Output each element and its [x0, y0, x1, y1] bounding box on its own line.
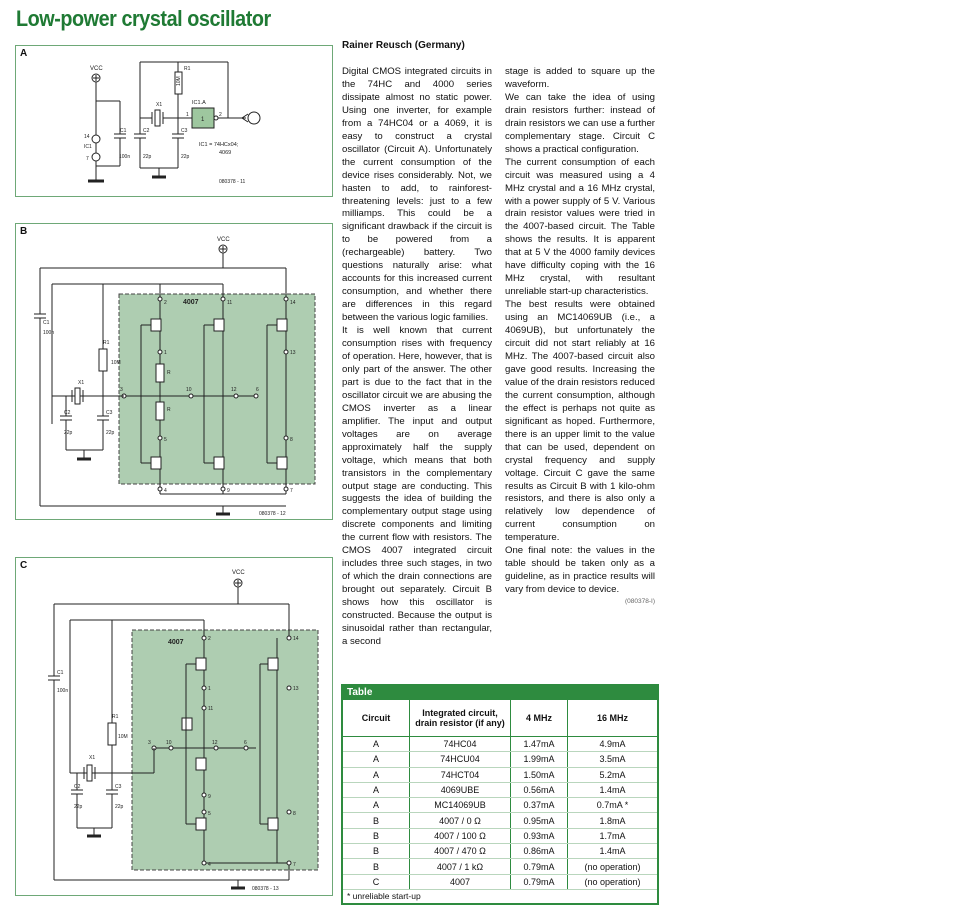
- table-row: [343, 798, 657, 813]
- svg-text:R: R: [167, 370, 171, 376]
- table-footnote: * unreliable start-up: [347, 890, 421, 901]
- figure-circuit-a: [15, 45, 333, 197]
- svg-text:4: 4: [164, 488, 167, 494]
- table-cell: 0.56mA: [511, 782, 568, 797]
- circuit-a-schematic: [16, 46, 332, 196]
- svg-text:10M: 10M: [176, 76, 182, 86]
- svg-text:13: 13: [293, 686, 299, 692]
- svg-text:4069: 4069: [219, 150, 232, 156]
- paragraph: stage is added to square up the waveform.: [505, 66, 655, 90]
- article-column-1: [342, 66, 492, 649]
- paragraph: The best results were obtained using an MC14069UB (i.e., a 4069UB), but unfortunately the circuit did not start reliably at 16 MHz. The 4007-based circuit also gave good results. Increasing the value of the drain resistors reduced the current consumption, although the effect is perhaps not quite as significant as hoped. Furthermore, there is an upper limit to the value that can be used, dependent on crystal frequency and supply voltage. Circuit C gave the same results as Circuit B with 1 kilo-ohm resistors, and there is also only a relatively low dependence of current consumption on temperature.: [505, 299, 655, 544]
- table-row: [343, 767, 657, 782]
- svg-text:7: 7: [86, 156, 89, 162]
- svg-text:080378 - 11: 080378 - 11: [219, 179, 246, 185]
- svg-text:7: 7: [293, 862, 296, 868]
- table-cell: 74HCT04: [410, 767, 511, 782]
- svg-text:1: 1: [208, 686, 211, 692]
- svg-text:IC1 = 74HCx04;: IC1 = 74HCx04;: [199, 142, 239, 148]
- svg-text:11: 11: [208, 706, 214, 712]
- figure-circuit-b: [15, 223, 333, 520]
- svg-text:22p: 22p: [106, 430, 115, 436]
- table-grid: [343, 700, 657, 890]
- paragraph: One final note: the values in the table should be taken only as a guideline, as in practice results will vary from device to device.: [505, 545, 655, 596]
- svg-text:14: 14: [290, 300, 296, 306]
- paragraph: It is well known that current consumption rises with frequency of operation. Here, however, that is only part of the answer. The other part is due to the fact that in the oscillator circuit we are abusing the CMOS inverter as a linear amplifier. The input and output voltages are on average approximately half the supply voltage, which means that both transistors in the complementary output stage are conducting. This suggests the idea of building the complementary output stage using discrete components and limiting the current flow with resistors. The CMOS 4007 integrated circuit includes three such stages, in two of which the drain connections are brought out separately. Circuit B shows how this oscillator is constructed. Because the output is sinusoidal rather than rectangular, a second: [342, 325, 492, 647]
- table-cell: 3.5mA: [568, 752, 658, 767]
- circuit-b-schematic: [16, 224, 332, 519]
- svg-text:VCC: VCC: [217, 237, 230, 243]
- paragraph: We can take the idea of using drain resistors further: instead of drain resistors we can use a further complementary stage. Circuit C shows a practical configuration.: [505, 91, 655, 155]
- table-row: [343, 844, 657, 859]
- header-ic: Integrated circuit, drain resistor (if any): [410, 700, 511, 737]
- article-reference: (080378-I): [625, 598, 655, 606]
- a-vcc: VCC: [90, 66, 103, 72]
- svg-text:2: 2: [164, 300, 167, 306]
- page-title: Low-power crystal oscillator: [16, 6, 271, 31]
- svg-text:6: 6: [256, 387, 259, 393]
- svg-text:22p: 22p: [181, 154, 190, 160]
- table-cell: 4007 / 470 Ω: [410, 844, 511, 859]
- table-cell: 0.79mA: [511, 874, 568, 889]
- svg-text:VCC: VCC: [232, 570, 245, 576]
- table-cell: 0.79mA: [511, 859, 568, 874]
- table-cell: A: [343, 752, 410, 767]
- table-cell: 1.7mA: [568, 828, 658, 843]
- svg-text:2: 2: [219, 112, 222, 118]
- svg-text:4007: 4007: [168, 639, 184, 646]
- svg-text:100n: 100n: [119, 154, 131, 160]
- table-cell: 4007 / 0 Ω: [410, 813, 511, 828]
- svg-text:C2: C2: [64, 410, 71, 416]
- svg-text:X1: X1: [78, 380, 85, 386]
- table-cell: A: [343, 737, 410, 752]
- table-cell: (no operation): [568, 859, 658, 874]
- svg-text:12: 12: [212, 740, 218, 746]
- table-header-row: [343, 700, 657, 737]
- svg-text:9: 9: [227, 488, 230, 494]
- svg-text:11: 11: [227, 300, 233, 306]
- table-row: [343, 859, 657, 874]
- table-row: [343, 813, 657, 828]
- table-caption: Table: [343, 686, 657, 700]
- svg-text:100n: 100n: [43, 330, 55, 336]
- table-cell: 5.2mA: [568, 767, 658, 782]
- svg-text:2: 2: [208, 636, 211, 642]
- table-cell: 4.9mA: [568, 737, 658, 752]
- svg-text:4: 4: [208, 862, 211, 868]
- svg-text:22p: 22p: [115, 804, 124, 810]
- svg-text:C1: C1: [57, 670, 64, 676]
- table-cell: 1.4mA: [568, 782, 658, 797]
- table-cell: 4069UBE: [410, 782, 511, 797]
- table-cell: A: [343, 798, 410, 813]
- figure-c-label: C: [20, 560, 28, 571]
- table-row: [343, 828, 657, 843]
- svg-text:8: 8: [293, 811, 296, 817]
- paragraph: The current consumption of each circuit was measured using a 4 MHz crystal and a 16 MHz crystal, with a power supply of 5 V. Various drain resistor values were tried in the 4007-based circuit. The Table shows the results. It is apparent that at 5 V the 4000 family devices have difficulty coping with the 16 MHz crystal, with resultant unreliable start-up characteristics.: [505, 156, 655, 298]
- table-cell: B: [343, 844, 410, 859]
- svg-text:6: 6: [244, 740, 247, 746]
- table-row: [343, 874, 657, 889]
- table-cell: A: [343, 767, 410, 782]
- svg-text:1: 1: [186, 112, 189, 118]
- svg-text:13: 13: [290, 350, 296, 356]
- svg-text:14: 14: [84, 134, 90, 140]
- table-cell: 1.50mA: [511, 767, 568, 782]
- svg-text:22p: 22p: [64, 430, 73, 436]
- table-cell: 74HC04: [410, 737, 511, 752]
- results-table: [341, 684, 659, 905]
- svg-text:22p: 22p: [74, 804, 83, 810]
- svg-text:10M: 10M: [111, 360, 121, 366]
- svg-text:C2: C2: [143, 128, 150, 134]
- svg-text:IC1.A: IC1.A: [192, 100, 206, 106]
- table-cell: B: [343, 828, 410, 843]
- table-cell: 1.47mA: [511, 737, 568, 752]
- svg-text:10: 10: [166, 740, 172, 746]
- svg-text:4007: 4007: [183, 299, 199, 306]
- svg-text:10M: 10M: [118, 734, 128, 740]
- svg-text:R1: R1: [103, 340, 110, 346]
- svg-text:8: 8: [290, 437, 293, 443]
- svg-text:080378 - 13: 080378 - 13: [252, 886, 279, 892]
- author-name: Rainer Reusch (Germany): [342, 40, 465, 51]
- svg-text:5: 5: [208, 811, 211, 817]
- table-cell: 74HCU04: [410, 752, 511, 767]
- svg-text:R: R: [167, 407, 171, 413]
- paragraph: Digital CMOS integrated circuits in the 74HC and 4000 series dissipate almost no static power. Using one inverter, for example from a 74HC04 or a 4069, it is easy to construct a crystal oscillator (Circuit A). Unfortunately the current consumption of the device rises considerably. Not, we hasten to add, to rainforest-threatening levels: just to a few milliamps. This could be a significant drawback if the circuit is to be powered from a (rechargeable) battery. Two questions naturally arise: what accounts for this increased current consumption, and whether there are differences in this regard between the various logic families.: [342, 66, 492, 324]
- circuit-c-schematic: [16, 558, 332, 895]
- svg-text:X1: X1: [89, 755, 96, 761]
- table-cell: 0.93mA: [511, 828, 568, 843]
- svg-text:C3: C3: [115, 784, 122, 790]
- table-cell: 0.37mA: [511, 798, 568, 813]
- figure-circuit-c: [15, 557, 333, 896]
- table-cell: 1.8mA: [568, 813, 658, 828]
- svg-text:080378 - 12: 080378 - 12: [259, 511, 286, 517]
- svg-text:22p: 22p: [143, 154, 152, 160]
- table-cell: 0.86mA: [511, 844, 568, 859]
- svg-text:100n: 100n: [57, 688, 69, 694]
- svg-text:3: 3: [148, 740, 151, 746]
- header-circuit: Circuit: [343, 700, 410, 737]
- table-cell: B: [343, 813, 410, 828]
- svg-text:X1: X1: [156, 102, 163, 108]
- table-cell: B: [343, 859, 410, 874]
- svg-text:14: 14: [293, 636, 299, 642]
- table-row: [343, 737, 657, 752]
- table-cell: 0.7mA *: [568, 798, 658, 813]
- svg-text:IC1: IC1: [84, 144, 92, 150]
- svg-text:C1: C1: [43, 320, 50, 326]
- table-cell: 4007: [410, 874, 511, 889]
- article-column-2: [505, 66, 655, 607]
- svg-text:C3: C3: [106, 410, 113, 416]
- svg-text:1: 1: [164, 350, 167, 356]
- svg-text:9: 9: [208, 794, 211, 800]
- table-cell: 4007 / 100 Ω: [410, 828, 511, 843]
- table-body: [343, 737, 657, 890]
- header-16mhz: 16 MHz: [568, 700, 658, 737]
- table-cell: 1.99mA: [511, 752, 568, 767]
- table-cell: C: [343, 874, 410, 889]
- table-cell: (no operation): [568, 874, 658, 889]
- table-cell: MC14069UB: [410, 798, 511, 813]
- svg-text:C3: C3: [181, 128, 188, 134]
- svg-text:5: 5: [164, 437, 167, 443]
- table-row: [343, 752, 657, 767]
- svg-text:3: 3: [120, 387, 123, 393]
- svg-text:C2: C2: [74, 784, 81, 790]
- svg-text:C1: C1: [120, 128, 127, 134]
- svg-text:10: 10: [186, 387, 192, 393]
- table-cell: 4007 / 1 kΩ: [410, 859, 511, 874]
- table-cell: 0.95mA: [511, 813, 568, 828]
- svg-text:R1: R1: [184, 66, 191, 72]
- table-cell: A: [343, 782, 410, 797]
- table-cell: 1.4mA: [568, 844, 658, 859]
- svg-text:7: 7: [290, 488, 293, 494]
- figure-a-label: A: [20, 48, 28, 59]
- figure-b-label: B: [20, 226, 28, 237]
- svg-text:12: 12: [231, 387, 237, 393]
- table-row: [343, 782, 657, 797]
- svg-text:R1: R1: [112, 714, 119, 720]
- header-4mhz: 4 MHz: [511, 700, 568, 737]
- svg-text:1: 1: [201, 117, 205, 123]
